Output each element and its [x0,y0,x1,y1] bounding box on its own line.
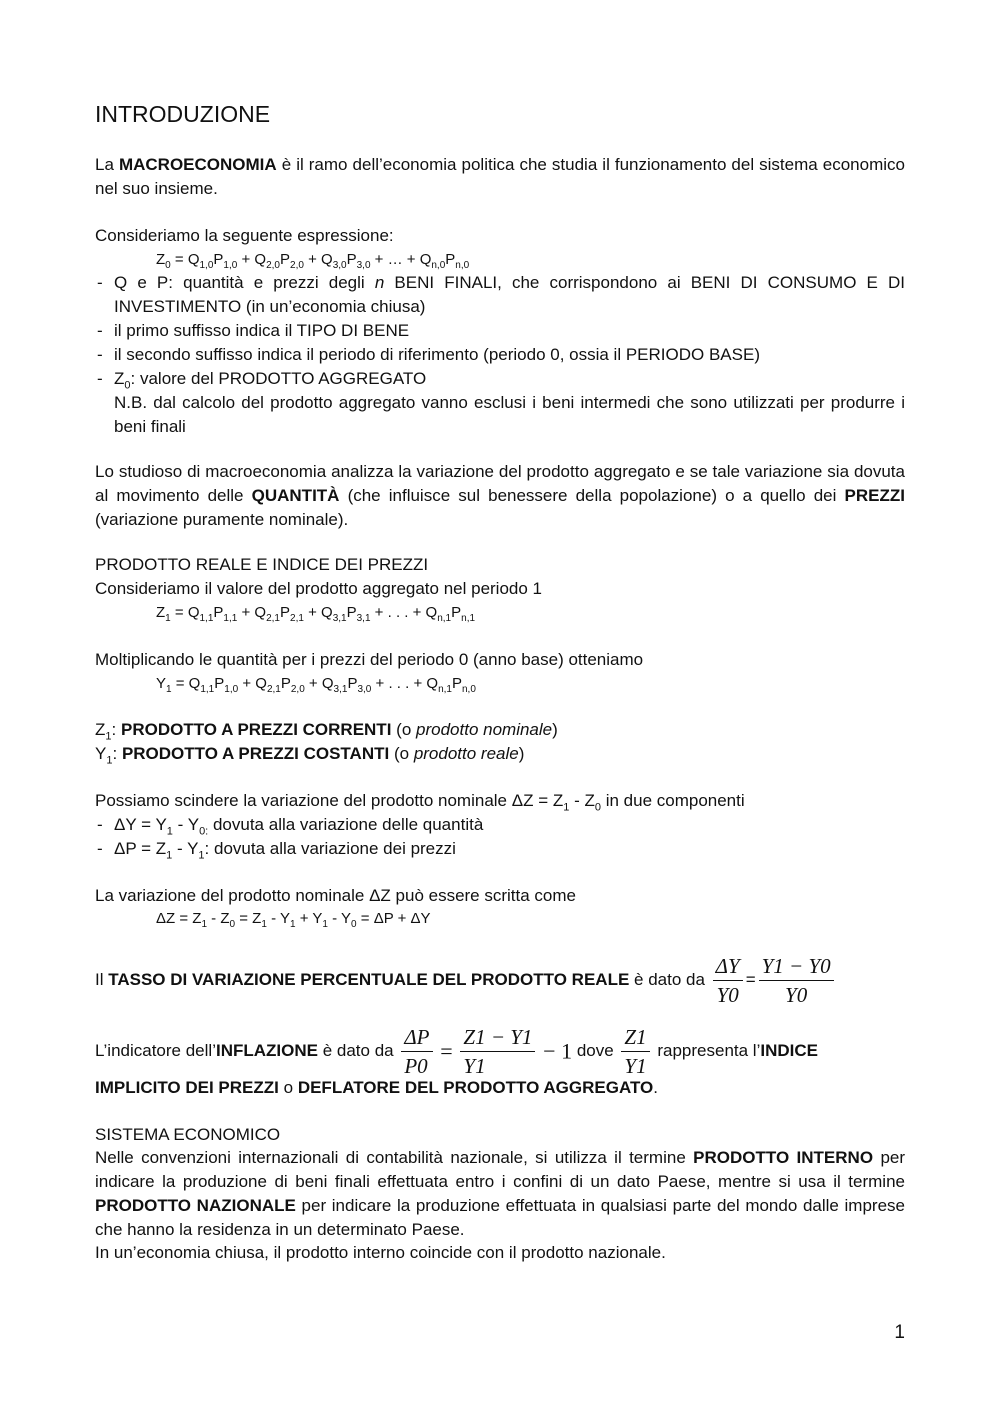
inflation-line: L’indicatore dell’INFLAZIONE è dato da $\frac{\Delta P}{P0}$ = $\frac{Z1 - Y1}{Y1}$ − 1 dove $\frac{Z1}{Y1}$ rappresenta l’INDICE [95,1025,818,1079]
list-item: - $\Delta Y = Y_1 - Y_{0:}$ dovuta alla variazione delle quantità [95,813,905,837]
list-item: - Q e P: quantità e prezzi degli n BENI FINALI, che corrispondono ai BENI DI CONSUMO E DI INVESTIMENTO (in un’economia chiusa) [95,271,905,319]
section-heading-system: SISTEMA ECONOMICO [95,1125,281,1144]
formula-z1: $Z_1 = Q_{1,1}P_{1,1} + Q_{2,1}P_{2,1} + Q_{3,1}P_{3,1}$ + . . . + $Q_{n,1}P_{n,1}$ [156,604,476,624]
intro-post: è il ramo dell’economia politica che studia il funzionamento del sistema economico nel suo insieme. [95,155,905,198]
section-heading-real: PRODOTTO REALE E INDICE DEI PREZZI [95,555,429,574]
intro-term: MACROECONOMIA [118,155,277,174]
split-lead: Possiamo scindere la variazione del prodotto nominale $\Delta Z = Z_1 - Z_0$ in due componenti [95,791,745,814]
fraction-dy-y0: $\frac{\Delta Y}{Y0}$ [713,952,743,1009]
definitions-list [95,271,905,439]
components-list [95,813,905,861]
formula-y1: $Y_1 = Q_{1,1}P_{1,0} + Q_{2,1}P_{2,0} + Q_{3,1}P_{3,0}$ + . . . + $Q_{n,1}P_{n,0}$ [156,675,476,695]
document-page [95,0,905,1415]
real-lead1: Consideriamo il valore del prodotto aggregato nel periodo 1 [95,579,543,598]
list-item: - il primo suffisso indica il TIPO DI BENE [95,319,905,343]
prezzi-term: PREZZI [844,486,905,505]
fraction-z1-over-y1: $\frac{Z1}{Y1}$ [621,1023,649,1080]
list-item: - il secondo suffisso indica il periodo di riferimento (periodo 0, ossia il PERIODO BASE) [95,343,905,367]
formula-delta-z: $\Delta Z = Z_1 - Z_0 = Z_1 - Y_1 + Y_1 - Y_0 = \Delta P + \Delta Y$ [156,910,431,930]
intro-pre: La [95,155,114,174]
consider-lead: Consideriamo la seguente espressione: [95,226,394,245]
page-title: INTRODUZIONE [95,101,271,127]
analysis-paragraph: Lo studioso di macroeconomia analizza la variazione del prodotto aggregato e se tale variazione sia dovuta al movimento delle QUANTITÀ (che influisce sul benessere della popolazione) o a quello dei PREZZI (variazione puramente nominale). [95,462,905,529]
system-paragraph: Nelle convenzioni internazionali di contabilità nazionale, si utilizza il termine PRODOTTO INTERNO per indicare la produzione di beni finali effettuata entro i confini di un dato Paese, mentre si usa il termine PRODOTTO NAZIONALE per indicare la produzione effettuata in qualsiasi parte del mondo dalle imprese che hanno la residenza in un determinato Paese. [95,1148,906,1239]
quantita-term: QUANTITÀ [251,486,340,505]
formula-z0: $Z_0 = Q_{1,0}P_{1,0} + Q_{2,0}P_{2,0} + Q_{3,0}P_{3,0}$ + … + $Q_{n,0}P_{n,0}$ [156,251,470,271]
system-closing: In un’economia chiusa, il prodotto interno coincide con il prodotto nazionale. [95,1243,666,1262]
fraction-dp-p0: $\frac{\Delta P}{P0}$ [401,1023,432,1080]
inflation-line-2: IMPLICITO DEI PREZZI o DEFLATORE DEL PRODOTTO AGGREGATO. [95,1078,658,1097]
fraction-z1-y1: $\frac{Z1 - Y1}{Y1}$ [460,1023,535,1080]
intro-paragraph [95,153,905,201]
list-item: - $\Delta P = Z_1 - Y_1$: dovuta alla variazione dei prezzi [95,837,905,861]
fraction-y1-y0: $\frac{Y1 - Y0}{Y0}$ [759,952,834,1009]
growth-rate-line: Il TASSO DI VARIAZIONE PERCENTUALE DEL PRODOTTO REALE è dato da $\frac{\Delta Y}{Y0}$ = $\frac{Y1 - Y0}{Y0}$ [95,948,905,1012]
page-number: 1 [894,1322,905,1343]
list-item: - $Z_0$: valore del PRODOTTO AGGREGATO N.B. dal calcolo del prodotto aggregato vanno esclusi i beni intermedi che sono utilizzati per produrre i beni finali [95,367,905,439]
y1-definition: $Y_1$: PRODOTTO A PREZZI COSTANTI (o prodotto reale) [95,744,525,767]
z1-definition: $Z_1$: PRODOTTO A PREZZI CORRENTI (o prodotto nominale) [95,720,558,743]
written-lead: La variazione del prodotto nominale ΔZ può essere scritta come [95,886,576,905]
real-lead2: Moltiplicando le quantità per i prezzi del periodo 0 (anno base) otteniamo [95,650,644,669]
